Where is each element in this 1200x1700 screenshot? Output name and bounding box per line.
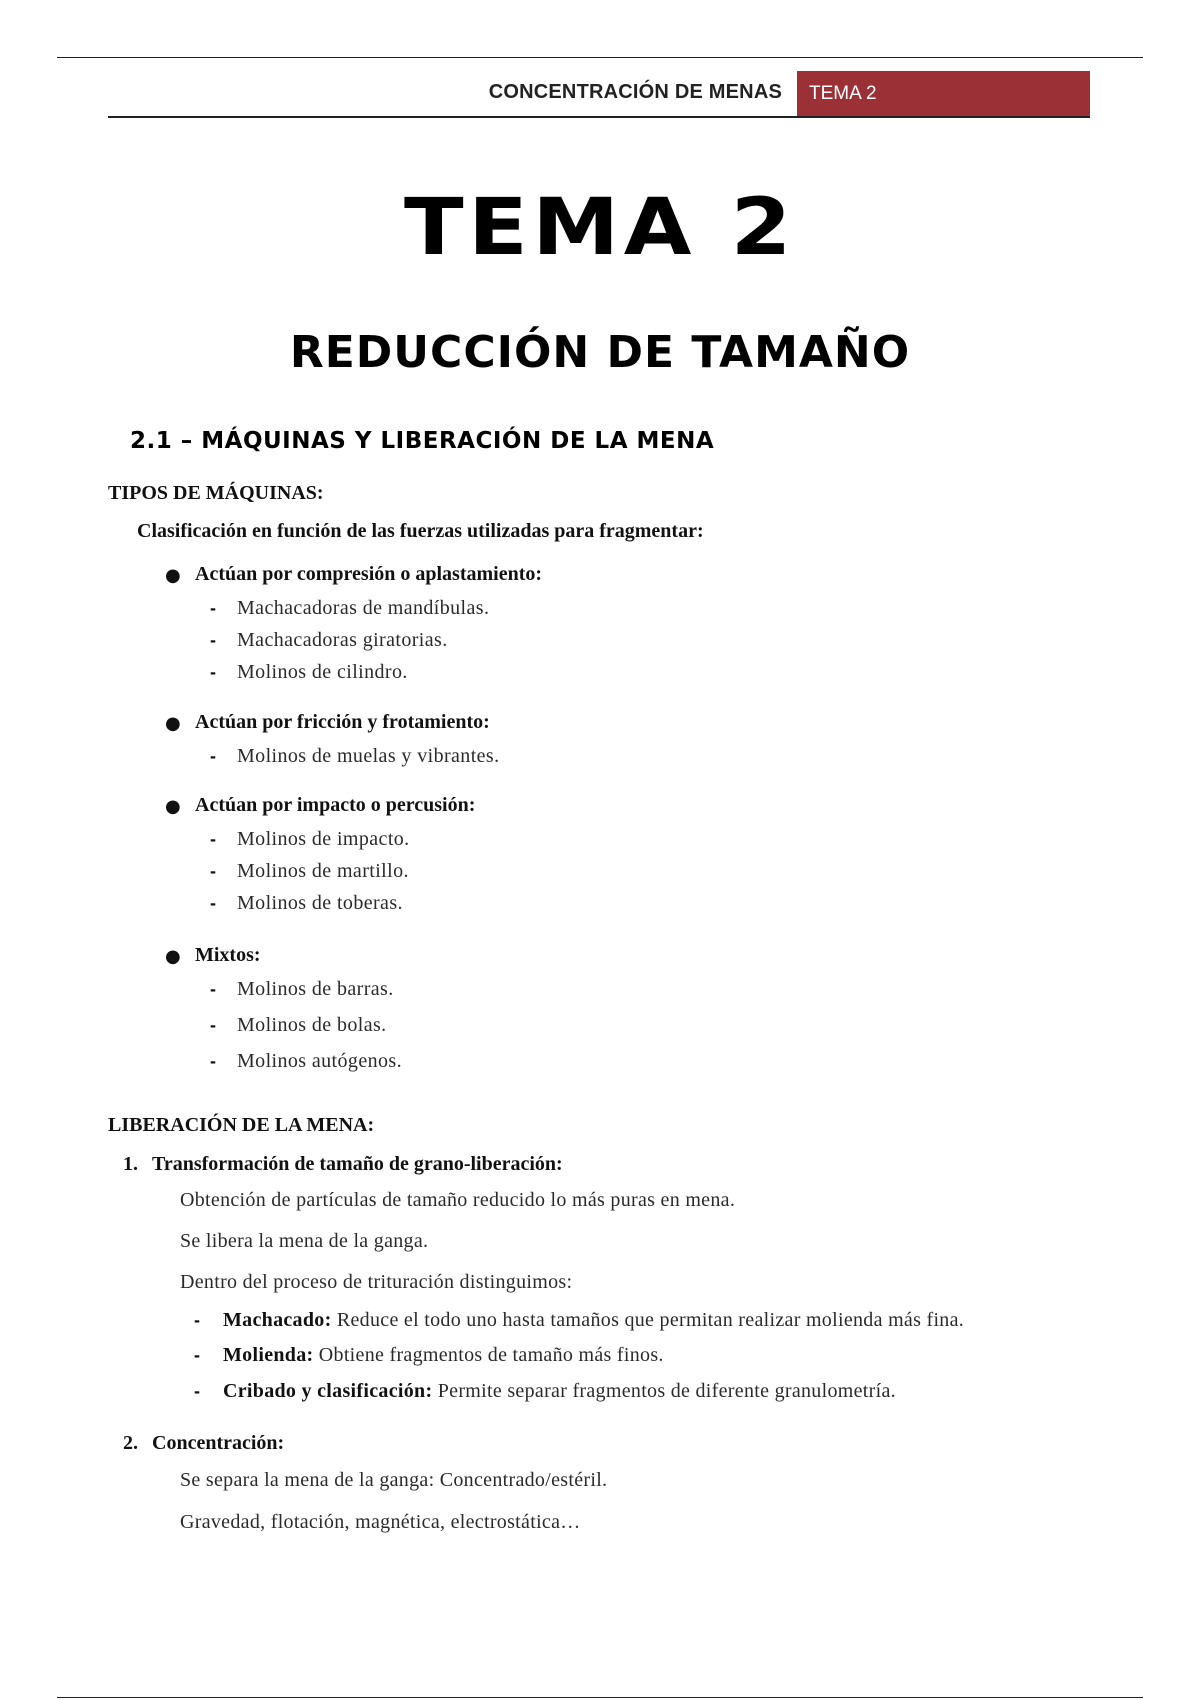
paragraph: Se libera la mena de la ganga. bbox=[180, 1230, 429, 1252]
dash-icon: - bbox=[210, 829, 216, 849]
document-subtitle: REDUCCIÓN DE TAMAÑO bbox=[289, 327, 911, 378]
top-rule bbox=[57, 57, 1143, 58]
paragraph: Obtención de partículas de tamaño reducido lo más puras en mena. bbox=[180, 1189, 736, 1211]
section-heading: 2.1 – MÁQUINAS Y LIBERACIÓN DE LA MENA bbox=[130, 428, 715, 454]
bullet-icon: ● bbox=[165, 796, 181, 817]
list-item: Machacadoras de mandíbulas. bbox=[237, 597, 490, 619]
dash-icon: - bbox=[210, 662, 216, 682]
group-title: Actúan por compresión o aplastamiento: bbox=[195, 563, 543, 585]
list-item: Molinos de impacto. bbox=[237, 828, 410, 850]
header-title: CONCENTRACIÓN DE MENAS bbox=[488, 81, 782, 103]
dash-icon: - bbox=[210, 861, 216, 881]
dash-icon: - bbox=[194, 1345, 200, 1365]
group-title: Actúan por impacto o percusión: bbox=[195, 794, 476, 816]
group-title: Actúan por fricción y frotamiento: bbox=[195, 711, 490, 733]
dash-icon: - bbox=[210, 746, 216, 766]
group-title: Mixtos: bbox=[195, 944, 261, 966]
list-item: Molinos de toberas. bbox=[237, 892, 403, 914]
definition-desc: Reduce el todo uno hasta tamaños que permitan realizar molienda más fina. bbox=[331, 1309, 965, 1331]
definition-desc: Obtiene fragmentos de tamaño más finos. bbox=[313, 1344, 664, 1366]
paragraph: Se separa la mena de la ganga: Concentrado/estéril. bbox=[180, 1469, 608, 1491]
list-item: Molinos de barras. bbox=[237, 978, 394, 1000]
liberation-label: LIBERACIÓN DE LA MENA: bbox=[108, 1114, 375, 1136]
list-item: Molinos de bolas. bbox=[237, 1014, 387, 1036]
document-title: TEMA 2 bbox=[404, 183, 796, 273]
bullet-icon: ● bbox=[165, 713, 181, 734]
paragraph: Gravedad, flotación, magnética, electrostática… bbox=[180, 1511, 581, 1533]
definition-term: Cribado y clasificación: bbox=[223, 1380, 433, 1402]
bullet-icon: ● bbox=[165, 946, 181, 967]
list-item: Machacadoras giratorias. bbox=[237, 629, 448, 651]
list-item: Molinos de cilindro. bbox=[237, 661, 408, 683]
bottom-rule bbox=[57, 1697, 1143, 1698]
step-title: Transformación de tamaño de grano-liberación: bbox=[152, 1153, 563, 1175]
paragraph: Dentro del proceso de trituración distinguimos: bbox=[180, 1271, 573, 1293]
page-header bbox=[108, 70, 1090, 118]
bullet-icon: ● bbox=[165, 565, 181, 586]
machines-intro: Clasificación en función de las fuerzas utilizadas para fragmentar: bbox=[137, 520, 704, 542]
list-item: Molinos de muelas y vibrantes. bbox=[237, 745, 500, 767]
dash-icon: - bbox=[210, 979, 216, 999]
definition-term: Molienda: bbox=[223, 1344, 314, 1366]
dash-icon: - bbox=[194, 1310, 200, 1330]
dash-icon: - bbox=[210, 1015, 216, 1035]
definition-term: Machacado: bbox=[223, 1309, 332, 1331]
step-number: 2. bbox=[123, 1432, 138, 1454]
list-item: Molinos de martillo. bbox=[237, 860, 409, 882]
dash-icon: - bbox=[194, 1381, 200, 1401]
definition-item bbox=[223, 1380, 896, 1403]
header-tag: TEMA 2 bbox=[797, 71, 1090, 116]
dash-icon: - bbox=[210, 893, 216, 913]
step-title: Concentración: bbox=[152, 1432, 285, 1454]
definition-desc: Permite separar fragmentos de diferente granulometría. bbox=[432, 1380, 896, 1402]
machines-label: TIPOS DE MÁQUINAS: bbox=[108, 482, 324, 504]
dash-icon: - bbox=[210, 598, 216, 618]
dash-icon: - bbox=[210, 630, 216, 650]
definition-item bbox=[223, 1344, 664, 1367]
step-number: 1. bbox=[123, 1153, 138, 1175]
definition-item bbox=[223, 1309, 964, 1332]
dash-icon: - bbox=[210, 1051, 216, 1071]
list-item: Molinos autógenos. bbox=[237, 1050, 402, 1072]
